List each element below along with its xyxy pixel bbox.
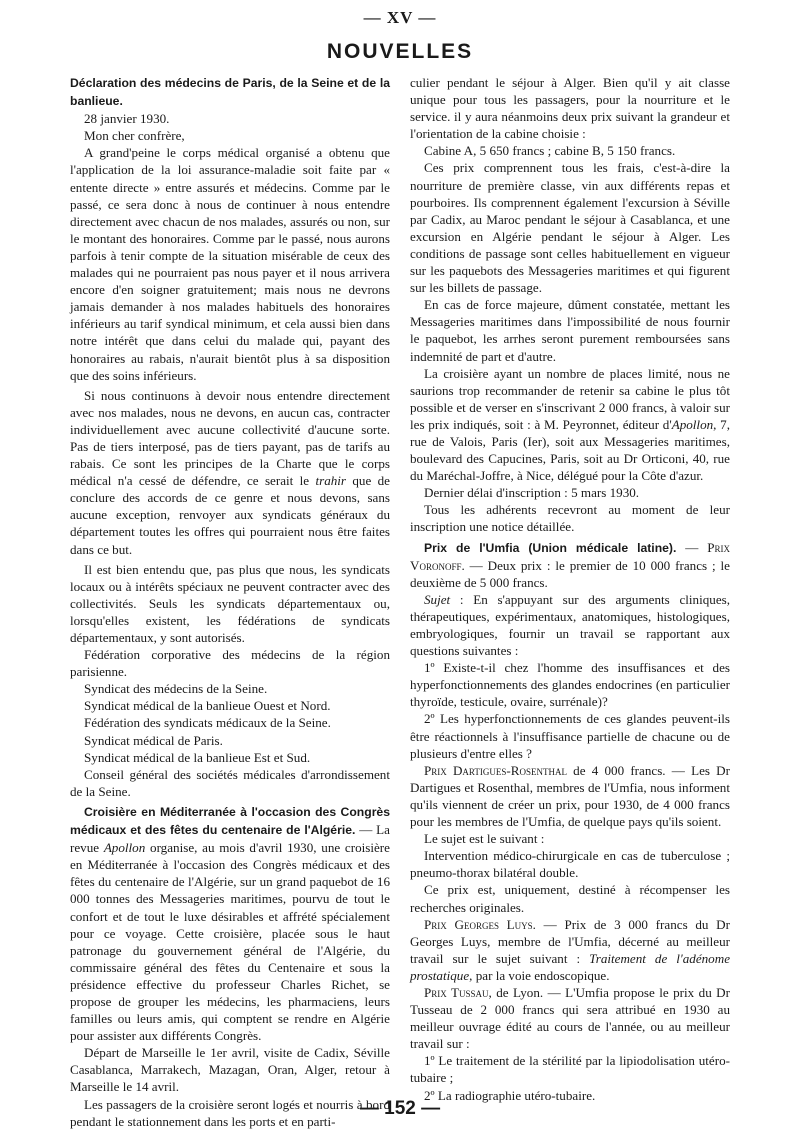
cabin-prices: Cabine A, 5 650 francs ; cabine B, 5 150 francs. xyxy=(424,143,676,159)
prize-topic: 2º La radiographie utéro-tubaire. xyxy=(424,1087,596,1103)
registration-deadline: Dernier délai d'inscription : 5 mars 1930. xyxy=(424,485,640,501)
cruise-paragraph: Ces prix comprennent tous les frais, c'est-à-dire la nourriture de première classe, vin aux différents repas et pourboires. Ils comprennent également l'excursion à Séville par Cadix, au Maroc pendant le séjour à Casablanca, et une excursion en Algérie pendant le séjour à Alger. Les conditions de passage sont celles habituellement en vigueur sur les paquebots des Messageries maritimes et qui figurent sur les billets de passage. xyxy=(410,160,730,296)
cruise-paragraph: En cas de force majeure, dûment constatée, mettant les Messageries maritimes dans l'impossibilité de nous fournir le paquebot, les arrhes seront purement remboursées sans indemnité de part et d'autre. xyxy=(410,297,730,364)
umfia-heading: Prix de l'Umfia (Union médicale latine). xyxy=(424,540,677,555)
roman-page-number: — XV — xyxy=(363,8,437,27)
declaration-date: 28 janvier 1930. xyxy=(84,111,170,127)
declaration-paragraph: Si nous continuons à devoir nous entendre directement avec nos malades, nous ne devons, en aucun cas, contracter individuellement avec aucune collectivité d'aucune sorte. Pas de tiers interposé, pas de tiers payant, pas de tarifs au rabais. Ce sont les principes de la Charte que le corps médical n'a cessé de défendre, ce serait le trahir que de conclure des accords de ce genre et nous devons, sans aucune exception, renvoyer aux syndicats généraux du département toutes les offres qui pourraient nous être faites dans ce but. xyxy=(70,387,390,557)
cruise-heading: Croisière en Méditerranée à l'occasion des Congrès médicaux et des fêtes du centenaire de l'Algérie. xyxy=(70,804,390,838)
prize-paragraph: Intervention médico-chirurgicale en cas de tuberculose ; pneumo-thorax bilatéral double. xyxy=(410,848,730,881)
umfia-question: 1º Existe-t-il chez l'homme des insuffisances et des hyperfonctionnements des glandes endocrines (en particulier thyroïde, testicule, ovaire, surrénale)? xyxy=(410,660,730,710)
prize-paragraph: Prix Dartigues-Rosenthal de 4 000 francs. — Les Dr Dartigues et Rosenthal, membres de l'Umfia, nous informent qu'ils viennent de créer un prix, pour 1930, de 4 000 francs pour les membres de l'Umfia, de quelque pays qu'ils soient. xyxy=(410,762,730,830)
prize-paragraph: Le sujet est le suivant : xyxy=(424,831,545,847)
signatory: Syndicat médical de Paris. xyxy=(84,732,223,748)
signatory: Syndicat des médecins de la Seine. xyxy=(84,681,268,697)
section-title: NOUVELLES xyxy=(326,40,474,63)
page-number: — 152 — xyxy=(359,1098,441,1119)
prize-paragraph: Prix Georges Luys. — Prix de 3 000 francs du Dr Georges Luys, membre de l'Umfia, décerné au meilleur travail sur le sujet suivant : Traitement de l'adénome prostatique, par la voie endoscopique. xyxy=(410,916,731,983)
cruise-itinerary: Départ de Marseille le 1er avril, visite de Cadix, Séville Casablanca, Marrakech, Mazagan, Oran, Alger, retour à Marseille le 14 avril. xyxy=(70,1045,390,1095)
prize-paragraph: Ce prix est, uniquement, destiné à récompenser les recherches originales. xyxy=(410,882,730,915)
cruise-paragraph: La croisière ayant un nombre de places limité, nous ne saurions trop recommander de retenir sa cabine le plus tôt possible et de verser en s'inscrivant 2 000 francs, à valoir sur les prix indiqués, soit : à M. Peyronnet, éditeur d'Apollon, 7, rue de Valois, Paris (Ier), soit aux Messageries maritimes, boulevard des Capucines, Paris, soit au Dr Orticoni, 40, rue du Maréchal-Joffre, à Nice, délégué pour la Côte d'azur. xyxy=(410,365,730,484)
umfia-subject: Sujet : En s'appuyant sur des arguments cliniques, thérapeutiques, expérimentaux, anatomiques, histologiques, embryologiques, fournir un travail se rapportant aux questions suivantes : xyxy=(410,591,730,659)
cruise-paragraph: culier pendant le séjour à Alger. Bien qu'il y ait classe unique pour tous les passagers, pour la nourriture et le service. il y aura néanmoins deux prix suivant la grandeur et l'orientation de la cabine choisie : xyxy=(410,75,730,142)
salutation: Mon cher confrère, xyxy=(84,128,185,144)
signatory: Fédération des syndicats médicaux de la Seine. xyxy=(84,715,331,731)
signatory: Syndicat médical de la banlieue Est et Sud. xyxy=(84,749,311,765)
left-column xyxy=(70,74,390,1129)
declaration-paragraph: Il est bien entendu que, pas plus que nous, les syndicats locaux ou à intérêts spéciaux ne peuvent contracter avec des collectivités. Seuls les syndicats départementaux ou, lorsqu'elles existent, les fédérations de syndicats départementaux, y sont autorisés. xyxy=(70,561,390,645)
umfia-question: 2º Les hyperfonctionnements de ces glandes peuvent-ils être réactionnels à l'insuffisance partielle de chacune ou de plusieurs d'entre elles ? xyxy=(410,711,730,761)
signatory: Fédération corporative des médecins de la région parisienne. xyxy=(70,647,390,680)
cruise-paragraph: Tous les adhérents recevront au moment de leur inscription une notice détaillée. xyxy=(410,502,730,535)
signatory: Conseil général des sociétés médicales d'arrondissement de la Seine. xyxy=(70,766,390,799)
cruise-paragraph: Croisière en Méditerranée à l'occasion des Congrès médicaux et des fêtes du centenaire de l'Algérie. — La revue Apollon organise, au mois d'avril 1930, une croisière en Méditerranée à l'occasion des Congrès médicaux et des fêtes du centenaire de l'Algérie, sur un grand paquebot de 16 000 tonnes des Messageries maritimes, pourvu de tout le confort et de tout le luxe désirables et affrété spécialement pour ce voyage. Cette croisière, placée sous le haut patronage du gouvernement général de l'Algérie, du commissaire général des fêtes du Centenaire et sous la présidence effective du professeur Charles Richet, se propose de grouper les médecins, les pharmaciens, leurs familles ou leurs amis, qui comptent se rendre en Algérie pour assister aux différents Congrès. xyxy=(70,804,390,1044)
declaration-paragraph: A grand'peine le corps médical organisé a obtenu que l'application de la loi assurance-maladie soit faite par « entente directe » entre assurés et médecins. Comme par le passé, ce sera donc à nous de continuer à nous entendre directement avec chacun de nos malades, assurés ou non, sur le montant des honoraires. Comme par le passé, nous aurons parfois à tenir compte de la situation misérable de ceux des malades qui ne pourraient pas nous payer et il nous arrivera encore d'en soigner gratuitement; mais nous ne devrons jamais demander à nos malades habituels des honoraires inférieurs au tarif syndical minimum, et cela aussi bien dans notre intérêt que dans celui du malade qui, payant des honoraires au rabais, n'aurait bientôt plus à sa disposition que des soins inférieurs. xyxy=(70,145,390,383)
cruise-paragraph: Les passagers de la croisière seront logés et nourris à bord pendant le stationnement dans les ports et en parti- xyxy=(70,1096,390,1129)
right-column xyxy=(410,74,731,1103)
prize-topic: 1º Le traitement de la stérilité par la lipiodolisation utéro-tubaire ; xyxy=(410,1053,730,1086)
prize-paragraph: Prix Tussau, de Lyon. — L'Umfia propose le prix du Dr Tusseau de 2 000 francs qui sera attribué en 1930 au meilleur ouvrage édité au cours de l'année, ou au meilleur travail sur : xyxy=(410,984,730,1052)
signatory: Syndicat médical de la banlieue Ouest et Nord. xyxy=(84,698,331,714)
umfia-paragraph: Prix de l'Umfia (Union médicale latine). — Prix Voronoff. — Deux prix : le premier de 10 000 francs ; le deuxième de 5 000 francs. xyxy=(410,539,730,590)
declaration-heading: Déclaration des médecins de Paris, de la Seine et de la banlieue. xyxy=(70,76,390,109)
